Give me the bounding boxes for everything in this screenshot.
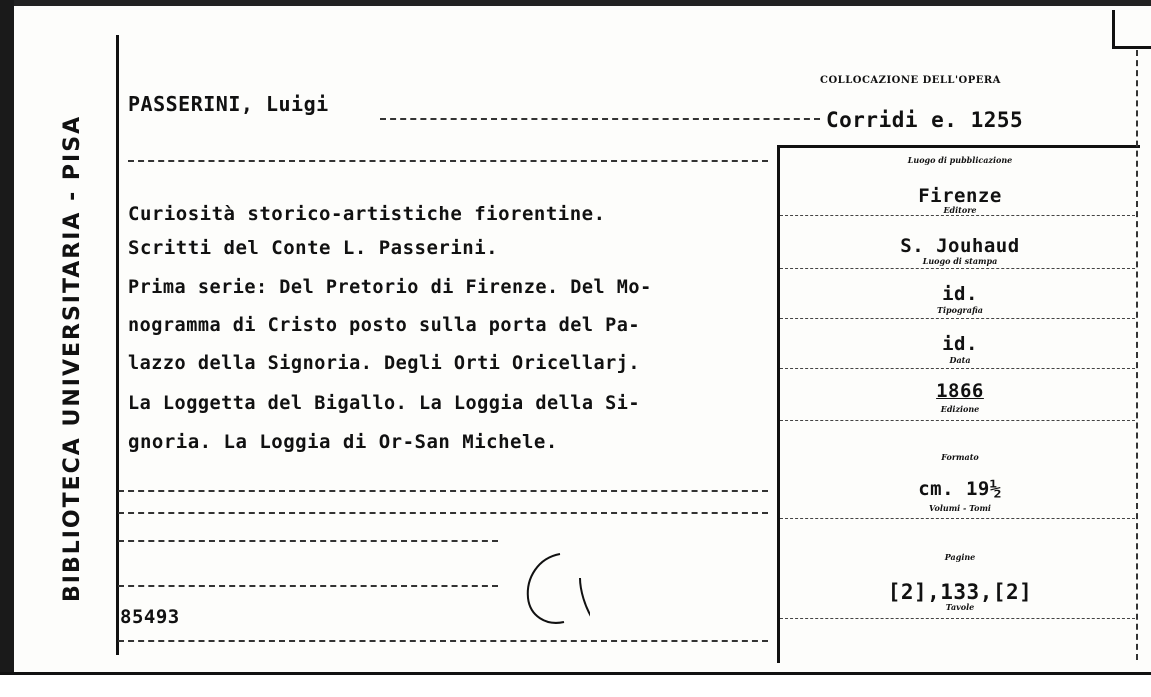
corner-mark-h — [1112, 46, 1151, 49]
right-perforation — [1136, 50, 1138, 660]
field-rule — [780, 268, 1135, 269]
title-line: lazzo della Signoria. Degli Orti Oricellarj. — [128, 353, 641, 374]
card-top-edge — [0, 0, 1151, 6]
printer-label: Tipografia — [937, 305, 983, 315]
field-rule — [780, 420, 1135, 421]
margin-rule — [116, 35, 119, 655]
author-heading: PASSERINI, Luigi — [128, 92, 329, 116]
corner-mark — [1112, 10, 1115, 48]
blank-rule — [118, 490, 768, 492]
inventory-number: 85493 — [120, 606, 180, 628]
shelfmark: Corridi e. 1255 — [826, 108, 1024, 132]
blank-rule — [118, 640, 768, 642]
plates-label: Tavole — [945, 602, 975, 612]
title-line: Prima serie: Del Pretorio di Firenze. Del Mo- — [128, 277, 652, 298]
format-label: Formato — [941, 452, 979, 462]
title-line: La Loggetta del Bigallo. La Loggia della Si- — [128, 393, 641, 414]
library-stamp: BIBLIOTECA UNIVERSITARIA - PISA — [60, 114, 85, 602]
printer-place-label: Luogo di stampa — [922, 256, 998, 266]
pages-label: Pagine — [944, 552, 976, 562]
blank-rule — [118, 585, 498, 587]
field-rule — [780, 318, 1135, 319]
title-line: Curiosità storico-artistiche fiorentine. — [128, 203, 606, 225]
title-line: Scritti del Conte L. Passerini. — [128, 237, 499, 259]
date-value: 1866 — [936, 380, 984, 402]
author-rule — [380, 118, 820, 120]
printer-value: id. — [942, 333, 978, 355]
title-line: nogramma di Cristo posto sulla porta del Pa- — [128, 315, 641, 336]
title-line: gnoria. La Loggia di Or-San Michele. — [128, 431, 558, 453]
publisher-value: S. Jouhaud — [900, 235, 1020, 257]
format-value: cm. 19½ — [918, 478, 1002, 500]
card-bottom-edge — [0, 672, 1151, 697]
place-label: Luogo di pubblicazione — [907, 155, 1013, 165]
publisher-label: Editore — [943, 205, 977, 215]
date-label: Data — [949, 355, 971, 365]
field-rule — [780, 215, 1135, 216]
edition-label: Edizione — [940, 404, 980, 414]
printer-place-value: id. — [942, 283, 978, 305]
field-rule — [780, 368, 1135, 369]
card-left-edge — [0, 0, 14, 697]
blank-rule — [128, 160, 768, 162]
shelfmark-header: COLLOCAZIONE DELL'OPERA — [820, 75, 1001, 86]
place-value: Firenze — [918, 185, 1002, 207]
volumes-label: Volumi - Tomi — [929, 503, 991, 513]
pages-value: [2],133,[2] — [887, 580, 1033, 604]
pencil-mark-icon — [520, 548, 590, 628]
field-rule — [780, 618, 1135, 619]
blank-rule — [118, 512, 768, 514]
blank-rule — [118, 540, 498, 542]
field-rule — [780, 518, 1135, 519]
